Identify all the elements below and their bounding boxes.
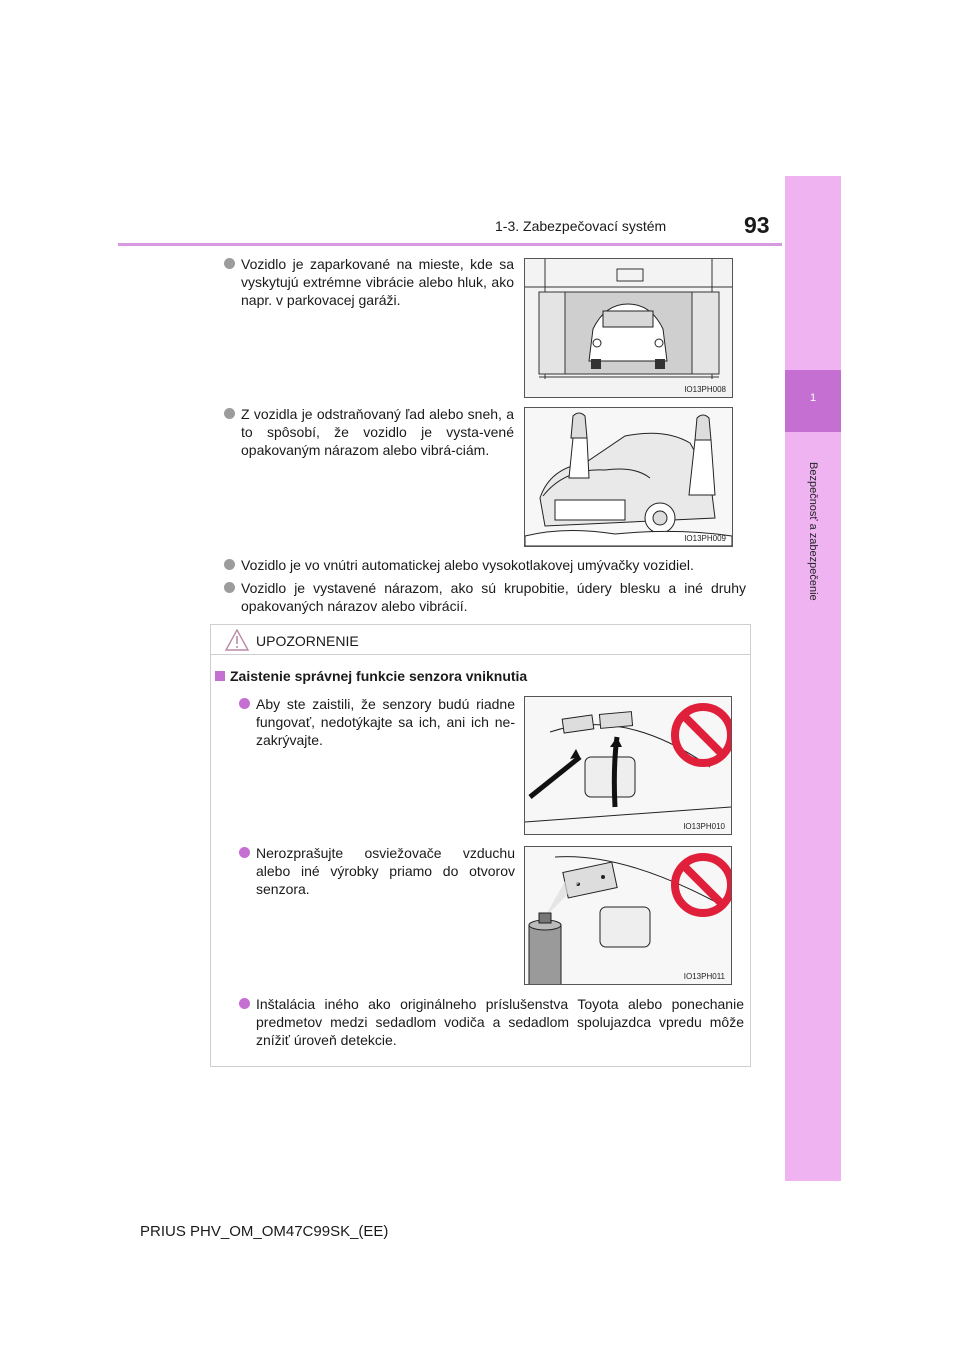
parking-garage-illustration — [525, 259, 732, 397]
bullet-icon — [224, 408, 235, 419]
chapter-label: Bezpečnosť a zabezpečenie — [807, 462, 819, 601]
figure-snow-removal — [524, 407, 733, 547]
list-item — [239, 695, 515, 749]
warning-subheading-text: Zaistenie správnej funkcie senzora vniknutia — [230, 668, 528, 684]
bullet-icon — [239, 698, 250, 709]
sensor-touch-illustration — [525, 697, 731, 834]
list-item-text: Aby ste zaistili, že senzory budú riadne fungovať, nedotýkajte sa ich, ani ich ne-zakrývajte. — [256, 696, 515, 748]
list-item-text: Inštalácia iného ako originálneho príslušenstva Toyota alebo ponechanie predmetov medzi sedadlom vodiča a sedadlom spolujazdca vpredu môže znížiť úroveň detekcie. — [256, 996, 744, 1048]
warning-title: UPOZORNENIE — [256, 633, 359, 649]
warning-box — [210, 624, 751, 1067]
list-item — [239, 995, 744, 1049]
warning-triangle-icon — [225, 629, 249, 651]
figure-code: IO13PH009 — [684, 534, 726, 543]
list-item — [239, 844, 515, 898]
square-bullet-icon — [215, 671, 225, 681]
bullet-icon — [224, 258, 235, 269]
warning-subheading — [215, 668, 527, 684]
list-item — [224, 556, 746, 574]
section-title: 1-3. Zabezpečovací systém — [495, 218, 667, 234]
figure-code: IO13PH008 — [684, 385, 726, 394]
list-item — [224, 255, 514, 309]
sensor-spray-illustration — [525, 847, 731, 984]
chapter-number: 1 — [809, 392, 817, 404]
list-item-text: Vozidlo je zaparkované na mieste, kde sa vyskytujú extrémne vibrácie alebo hluk, ako napr. v parkovacej garáži. — [241, 256, 514, 308]
list-item-text: Nerozprašujte osviežovače vzduchu alebo iné výrobky priamo do otvorov senzora. — [256, 845, 515, 897]
figure-parking-garage — [524, 258, 733, 398]
list-item-text: Vozidlo je vystavené nárazom, ako sú krupobitie, údery blesku a iné druhy opakovaných nárazov alebo vibrácií. — [241, 580, 746, 614]
snow-removal-illustration — [525, 408, 732, 546]
figure-code: IO13PH011 — [683, 972, 725, 981]
list-item-text: Vozidlo je vo vnútri automatickej alebo vysokotlakovej umývačky vozidiel. — [241, 557, 694, 573]
figure-sensor-touch — [524, 696, 732, 835]
bullet-icon — [224, 582, 235, 593]
page-number: 93 — [744, 212, 770, 238]
bullet-icon — [224, 559, 235, 570]
warning-header — [211, 625, 750, 655]
bullet-icon — [239, 998, 250, 1009]
figure-code: IO13PH010 — [683, 822, 725, 831]
list-item-text: Z vozidla je odstraňovaný ľad alebo sneh, a to spôsobí, že vozidlo je vysta-vené opakovaným nárazom alebo vibrá-ciám. — [241, 406, 514, 458]
bullet-icon — [239, 847, 250, 858]
figure-sensor-spray — [524, 846, 732, 985]
list-item — [224, 405, 514, 459]
chapter-side-tab — [785, 176, 841, 1181]
list-item — [224, 579, 746, 615]
document-footer: PRIUS PHV_OM_OM47C99SK_(EE) — [140, 1223, 389, 1240]
chapter-number-tab — [785, 370, 841, 432]
header-rule — [118, 243, 782, 246]
